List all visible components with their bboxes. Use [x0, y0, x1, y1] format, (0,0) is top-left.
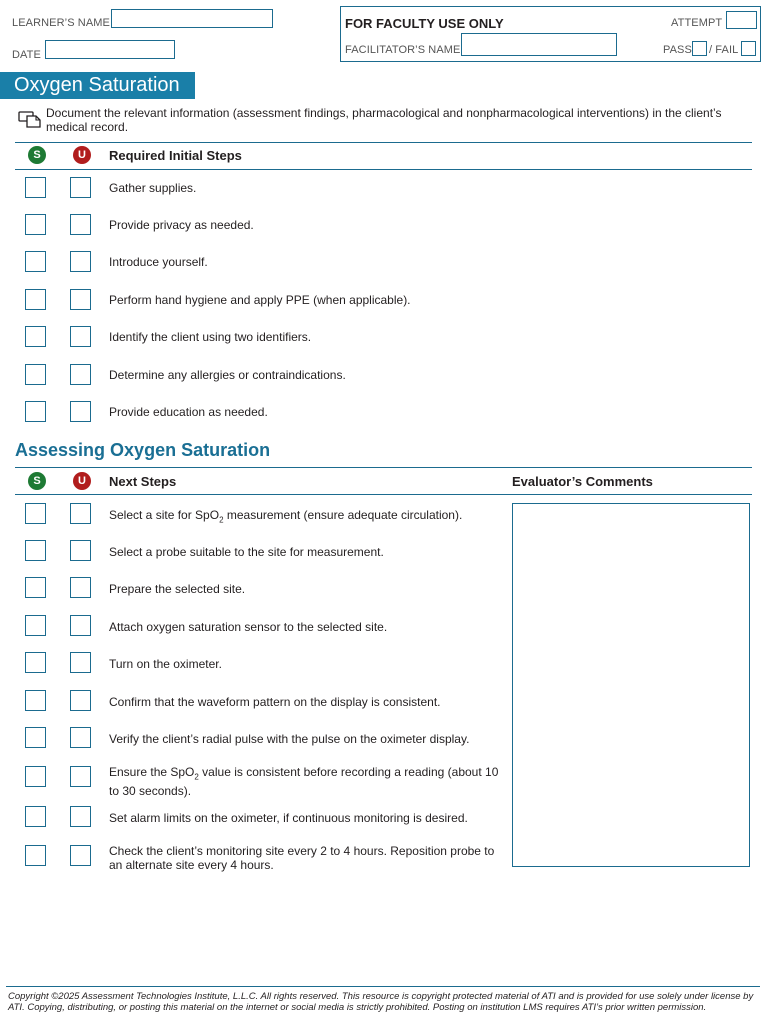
divider	[15, 142, 752, 143]
learner-name-field[interactable]	[111, 9, 273, 28]
unsatisfactory-checkbox[interactable]	[70, 727, 91, 748]
step-text	[109, 811, 504, 830]
step-text: Perform hand hygiene and apply PPE (when applicable).	[109, 293, 411, 307]
step-text: Provide privacy as needed.	[109, 218, 254, 232]
satisfactory-checkbox[interactable]	[25, 766, 46, 787]
satisfactory-checkbox[interactable]	[25, 690, 46, 711]
satisfactory-checkbox[interactable]	[25, 806, 46, 827]
satisfactory-checkbox[interactable]	[25, 540, 46, 561]
page-title: Oxygen Saturation	[0, 72, 195, 99]
satisfactory-checkbox[interactable]	[25, 503, 46, 524]
unsatisfactory-checkbox[interactable]	[70, 806, 91, 827]
step-text-part: Attach oxygen saturation sensor to the selected site.	[109, 620, 388, 634]
step-text-part: Set alarm limits on the oximeter, if continuous monitoring is desired.	[109, 811, 468, 825]
step-text-part: Prepare the selected site.	[109, 582, 246, 596]
fail-label: / FAIL	[709, 44, 739, 56]
document-note: Document the relevant information (assessment findings, pharmacological and nonpharmacological interventions) in the client’s medical record.	[46, 106, 722, 134]
unsatisfactory-checkbox[interactable]	[70, 577, 91, 598]
pass-label: PASS	[663, 44, 692, 56]
step-text	[109, 765, 504, 798]
divider	[15, 169, 752, 170]
subscript: 2	[194, 772, 199, 782]
divider	[15, 494, 752, 495]
step-text	[109, 545, 504, 564]
attempt-field[interactable]	[726, 11, 757, 29]
satisfactory-icon: S	[28, 146, 46, 164]
next-steps-heading: Next Steps	[109, 474, 177, 489]
evaluator-comments-heading: Evaluator’s Comments	[512, 474, 653, 489]
step-text	[109, 695, 504, 714]
unsatisfactory-checkbox[interactable]	[70, 540, 91, 561]
step-text-part: Select a site for SpO	[109, 508, 220, 522]
satisfactory-checkbox[interactable]	[25, 577, 46, 598]
satisfactory-checkbox[interactable]	[25, 652, 46, 673]
satisfactory-checkbox[interactable]	[25, 401, 46, 422]
unsatisfactory-checkbox[interactable]	[70, 326, 91, 347]
satisfactory-checkbox[interactable]	[25, 326, 46, 347]
unsatisfactory-icon: U	[73, 146, 91, 164]
copyright-footer: Copyright ©2025 Assessment Technologies Institute, L.L.C. All rights reserved. This resource is copyright protected material of ATI and is provided for use solely under license by ATI. Copying, distributing, or posting this material on the internet or social media is strictly prohibited. Posting on institution LMS requires ATI’s prior written permission.	[8, 991, 754, 1013]
date-field[interactable]	[45, 40, 175, 59]
unsatisfactory-checkbox[interactable]	[70, 845, 91, 866]
unsatisfactory-icon: U	[73, 472, 91, 490]
facilitator-name-field[interactable]	[461, 33, 617, 56]
step-text	[109, 844, 504, 877]
unsatisfactory-checkbox[interactable]	[70, 652, 91, 673]
step-text	[109, 732, 504, 751]
date-label: DATE	[12, 49, 41, 61]
step-text: Gather supplies.	[109, 181, 197, 195]
divider	[15, 467, 752, 468]
step-text: Provide education as needed.	[109, 405, 268, 419]
step-text	[109, 657, 504, 676]
unsatisfactory-checkbox[interactable]	[70, 615, 91, 636]
pass-checkbox[interactable]	[692, 41, 707, 56]
step-text-part: Check the client’s monitoring site every 2 to 4 hours. Reposition probe to an alternate site every 4 hours.	[109, 844, 495, 872]
satisfactory-checkbox[interactable]	[25, 845, 46, 866]
step-text-part: Confirm that the waveform pattern on the display is consistent.	[109, 695, 441, 709]
footer-divider	[6, 986, 760, 987]
satisfactory-checkbox[interactable]	[25, 214, 46, 235]
step-text-part: Turn on the oximeter.	[109, 657, 222, 671]
faculty-use-box	[340, 6, 761, 62]
satisfactory-checkbox[interactable]	[25, 364, 46, 385]
step-text: Introduce yourself.	[109, 255, 208, 269]
unsatisfactory-checkbox[interactable]	[70, 766, 91, 787]
step-text-part: Ensure the SpO	[109, 765, 195, 779]
section-title: Assessing Oxygen Saturation	[15, 440, 271, 460]
step-text-part: value is consistent before recording a reading (about 10 to 30 seconds).	[109, 765, 499, 799]
satisfactory-checkbox[interactable]	[25, 177, 46, 198]
unsatisfactory-checkbox[interactable]	[70, 251, 91, 272]
learner-name-label: LEARNER’S NAME	[12, 17, 110, 29]
unsatisfactory-checkbox[interactable]	[70, 503, 91, 524]
step-text	[109, 582, 504, 601]
unsatisfactory-checkbox[interactable]	[70, 289, 91, 310]
fail-checkbox[interactable]	[741, 41, 756, 56]
document-icon	[18, 108, 42, 128]
step-text	[109, 508, 504, 527]
step-text	[109, 620, 504, 639]
satisfactory-icon: S	[28, 472, 46, 490]
step-text-part: measurement (ensure adequate circulation).	[223, 508, 463, 522]
evaluator-comments-field[interactable]	[512, 503, 750, 867]
unsatisfactory-checkbox[interactable]	[70, 177, 91, 198]
unsatisfactory-checkbox[interactable]	[70, 690, 91, 711]
unsatisfactory-checkbox[interactable]	[70, 401, 91, 422]
subscript: 2	[219, 515, 224, 525]
unsatisfactory-checkbox[interactable]	[70, 364, 91, 385]
attempt-label: ATTEMPT	[671, 17, 723, 29]
satisfactory-checkbox[interactable]	[25, 615, 46, 636]
facilitator-name-label: FACILITATOR’S NAME	[345, 44, 461, 56]
satisfactory-checkbox[interactable]	[25, 727, 46, 748]
faculty-use-title: FOR FACULTY USE ONLY	[345, 16, 504, 31]
required-initial-steps-heading: Required Initial Steps	[109, 148, 242, 163]
step-text-part: Select a probe suitable to the site for measurement.	[109, 545, 384, 559]
step-text: Identify the client using two identifiers.	[109, 330, 312, 344]
satisfactory-checkbox[interactable]	[25, 251, 46, 272]
unsatisfactory-checkbox[interactable]	[70, 214, 91, 235]
satisfactory-checkbox[interactable]	[25, 289, 46, 310]
step-text-part: Verify the client’s radial pulse with the pulse on the oximeter display.	[109, 732, 470, 746]
step-text: Determine any allergies or contraindications.	[109, 368, 346, 382]
